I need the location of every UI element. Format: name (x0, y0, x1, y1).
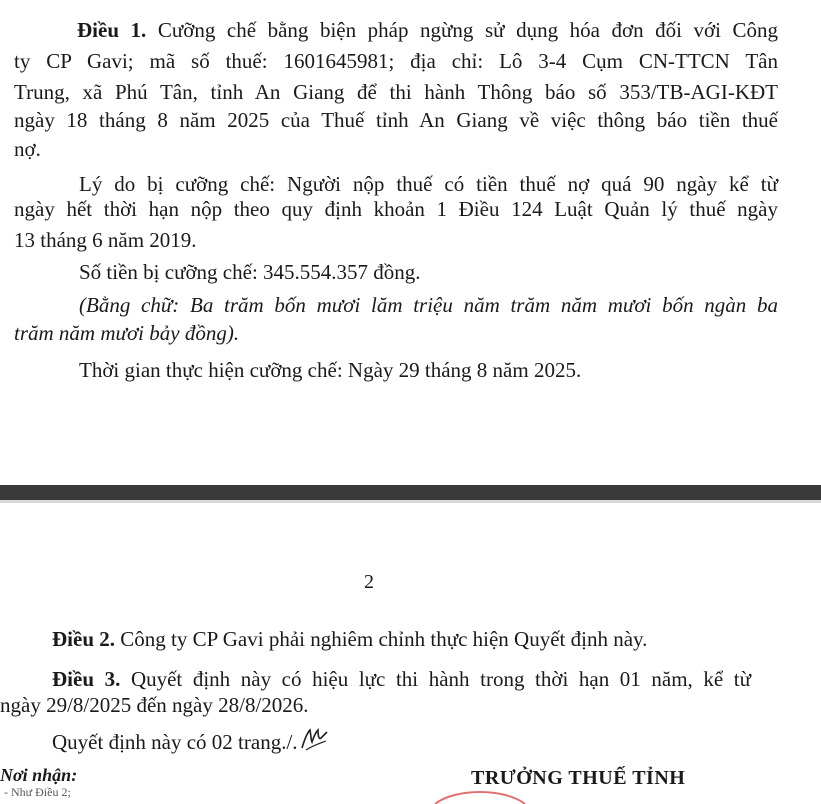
article3-line2: ngày 29/8/2025 đến ngày 28/8/2026. (0, 693, 309, 717)
amount-words-line1: (Bằng chữ: Ba trăm bốn mươi lăm triệu năm trăm năm mươi bốn ngàn ba (79, 293, 778, 317)
article3-text-1: Quyết định này có hiệu lực thi hành trong thời hạn 01 năm, kể từ (130, 667, 752, 691)
article1-line5: nợ. (14, 137, 41, 161)
article1-line3: Trung, xã Phú Tân, tỉnh An Giang để thi hành Thông báo số 353/TB-AGI-KĐT (14, 80, 778, 104)
article1-line1 (77, 18, 778, 42)
article3-heading: Điều 3. (52, 667, 121, 691)
article1-heading: Điều 1. (77, 18, 147, 42)
article3-line1 (52, 667, 751, 691)
page-number: 2 (364, 571, 374, 593)
article1-line2: ty CP Gavi; mã số thuế: 1601645981; địa chỉ: Lô 3-4 Cụm CN-TTCN Tân (14, 49, 778, 73)
article2-text: Công ty CP Gavi phải nghiêm chỉnh thực hiện Quyết định này. (120, 627, 648, 651)
recipient-item: - Như Điều 2; (4, 785, 71, 799)
article2-line (52, 627, 647, 651)
official-stamp-icon (430, 784, 530, 804)
article1-line4: ngày 18 tháng 8 năm 2025 của Thuế tỉnh An Giang về việc thông báo tiền thuế (14, 108, 778, 132)
page-break-divider (0, 485, 821, 500)
amount-text: Số tiền bị cưỡng chế: 345.554.357 đồng. (79, 260, 421, 284)
recipients-label: Nơi nhận: (0, 765, 78, 785)
reason-line3: 13 tháng 6 năm 2019. (14, 228, 197, 252)
initials-signature-icon (300, 726, 328, 752)
article1-text-1: Cưỡng chế bằng biện pháp ngừng sử dụng hóa đơn đối với Công (157, 18, 779, 42)
reason-line2: ngày hết thời hạn nộp theo quy định khoản 1 Điều 124 Luật Quản lý thuế ngày (14, 197, 778, 221)
execution-time: Thời gian thực hiện cưỡng chế: Ngày 29 tháng 8 năm 2025. (79, 358, 582, 382)
page-break-shadow (0, 500, 821, 503)
signer-title: TRƯỞNG THUẾ TỈNH (471, 767, 686, 789)
reason-line1: Lý do bị cưỡng chế: Người nộp thuế có tiền thuế nợ quá 90 ngày kể từ (79, 172, 778, 196)
pages-note: Quyết định này có 02 trang./. (52, 730, 298, 754)
amount-words-line2: trăm năm mươi bảy đồng). (14, 321, 240, 345)
article2-heading: Điều 2. (52, 627, 115, 651)
